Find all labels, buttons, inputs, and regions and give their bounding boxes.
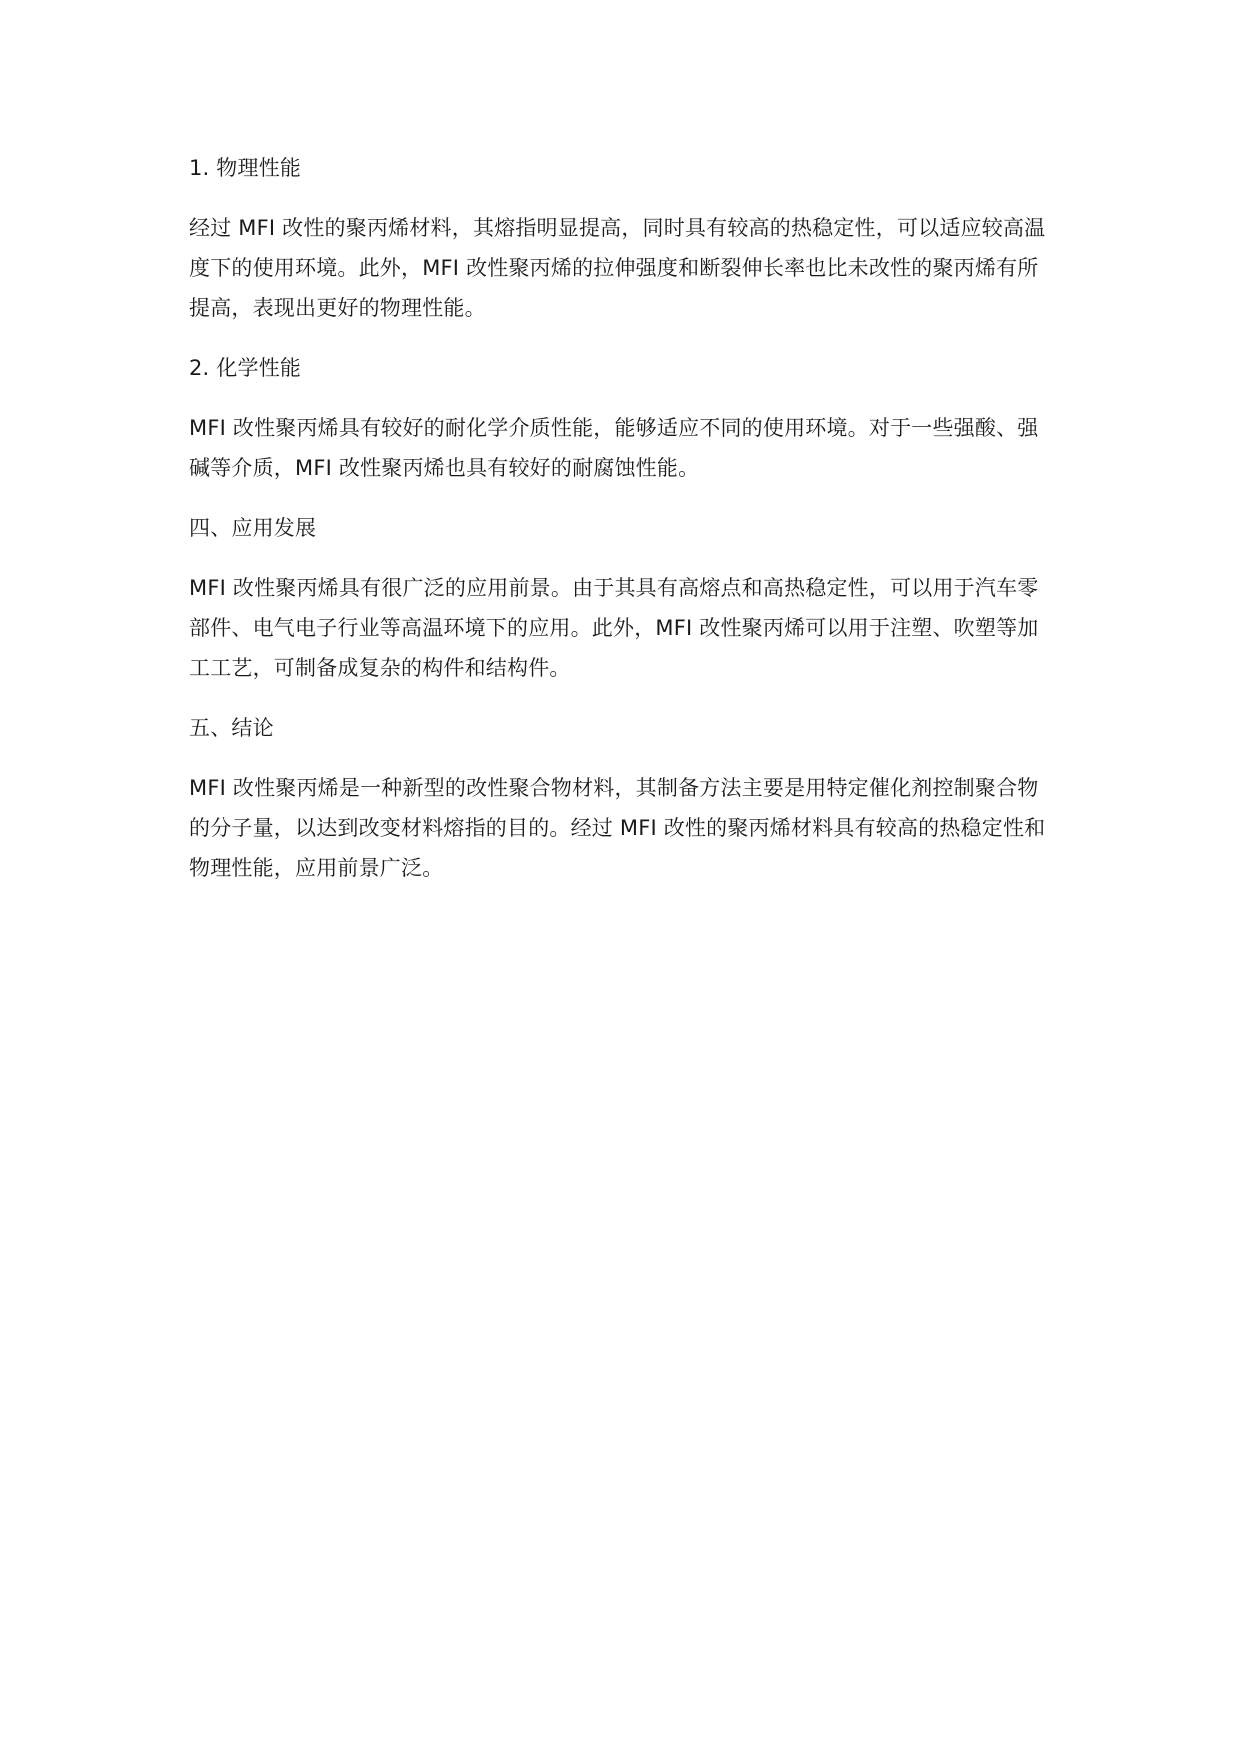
section-paragraph-chemical: MFI 改性聚丙烯具有较好的耐化学介质性能，能够适应不同的使用环境。对于一些强酸、强碱等介质，MFI 改性聚丙烯也具有较好的耐腐蚀性能。 [189, 416, 1039, 480]
document-body [189, 148, 1049, 888]
section-heading-physical: 1. 物理性能 [189, 156, 302, 180]
section-paragraph-conclusion: MFI 改性聚丙烯是一种新型的改性聚合物材料，其制备方法主要是用特定催化剂控制聚合物的分子量，以达到改变材料熔指的目的。经过 MFI 改性的聚丙烯材料具有较高的热稳定性和物理性能，应用前景广泛。 [189, 776, 1046, 880]
section-heading-chemical: 2. 化学性能 [189, 356, 302, 380]
section-heading-application: 四、应用发展 [189, 516, 317, 540]
section-paragraph-application: MFI 改性聚丙烯具有很广泛的应用前景。由于其具有高熔点和高热稳定性，可以用于汽车零部件、电气电子行业等高温环境下的应用。此外，MFI 改性聚丙烯可以用于注塑、吹塑等加工工艺，可制备成复杂的构件和结构件。 [189, 576, 1039, 680]
section-paragraph-physical: 经过 MFI 改性的聚丙烯材料，其熔指明显提高，同时具有较高的热稳定性，可以适应较高温度下的使用环境。此外，MFI 改性聚丙烯的拉伸强度和断裂伸长率也比未改性的聚丙烯有所提高，表现出更好的物理性能。 [189, 216, 1046, 320]
section-heading-conclusion: 五、结论 [189, 716, 274, 740]
